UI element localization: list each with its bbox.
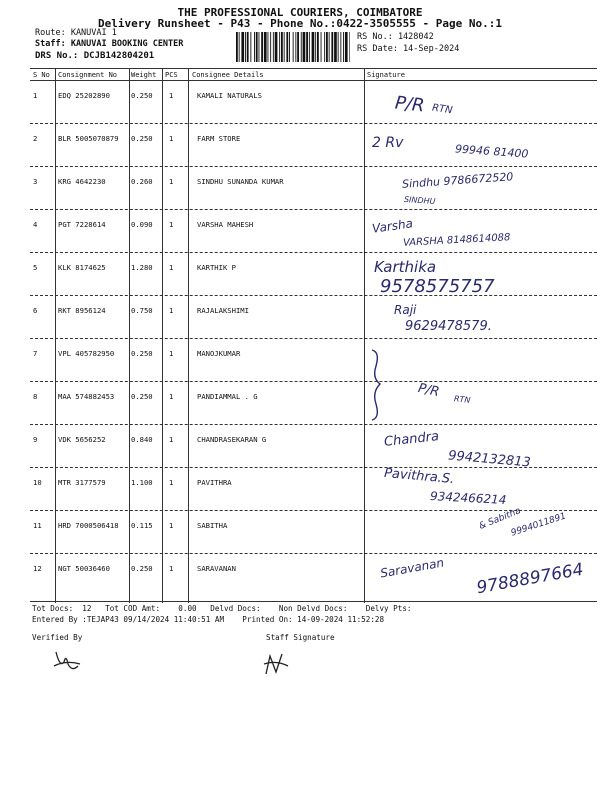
handwritten-note: RTN bbox=[453, 394, 471, 405]
row-serial-number: 8 bbox=[33, 392, 38, 401]
row-consignee-name: VARSHA MAHESH bbox=[197, 220, 254, 229]
row-consignment-number: HRD 7000506418 bbox=[58, 521, 119, 530]
row-consignment-number: KRG 4642230 bbox=[58, 177, 106, 186]
staff-signature-label: Staff Signature bbox=[266, 633, 335, 642]
handwritten-signature: Pavithra.S. bbox=[383, 465, 455, 488]
row-weight: 0.250 bbox=[131, 91, 153, 100]
row-serial-number: 11 bbox=[33, 521, 42, 530]
row-weight: 1.280 bbox=[131, 263, 153, 272]
handwritten-note: 9994011891 bbox=[509, 511, 568, 539]
handwritten-note: SINDHU bbox=[403, 194, 436, 207]
row-consignee-name: SARAVANAN bbox=[197, 564, 236, 573]
page-subtitle: Delivery Runsheet - P43 - Phone No.:0422-3505555 - Page No.:1 bbox=[98, 17, 502, 30]
handwritten-note: 9578575757 bbox=[380, 276, 495, 297]
row-pieces: 1 bbox=[169, 177, 174, 186]
row-serial-number: 9 bbox=[33, 435, 38, 444]
column-header: Weight bbox=[131, 71, 157, 79]
row-divider bbox=[30, 381, 597, 382]
row-weight: 1.100 bbox=[131, 478, 153, 487]
staff-label: Staff: KANUVAI BOOKING CENTER bbox=[35, 39, 184, 49]
row-pieces: 1 bbox=[169, 564, 174, 573]
handwritten-signature: Saravanan bbox=[379, 555, 446, 581]
row-weight: 0.840 bbox=[131, 435, 153, 444]
handwritten-note: RTN bbox=[431, 102, 454, 117]
row-consignee-name: SABITHA bbox=[197, 521, 228, 530]
row-consignee-name: CHANDRASEKARAN G bbox=[197, 435, 267, 444]
row-weight: 0.115 bbox=[131, 521, 153, 530]
handwritten-note: 9342466214 bbox=[429, 489, 507, 507]
row-divider bbox=[30, 123, 597, 124]
route-label: Route: KANUVAI 1 bbox=[35, 28, 117, 38]
row-pieces: 1 bbox=[169, 91, 174, 100]
row-consignment-number: VDK 5656252 bbox=[58, 435, 106, 444]
row-pieces: 1 bbox=[169, 220, 174, 229]
verified-by-label: Verified By bbox=[32, 633, 83, 642]
rs-number: RS No.: 1428042 bbox=[357, 32, 434, 42]
staff-signature-scribble bbox=[262, 650, 290, 678]
row-consignee-name: PAVITHRA bbox=[197, 478, 232, 487]
bracket-mark bbox=[366, 348, 390, 422]
handwritten-signature: P/R bbox=[416, 380, 441, 401]
row-pieces: 1 bbox=[169, 134, 174, 143]
barcode-image bbox=[236, 32, 350, 62]
row-pieces: 1 bbox=[169, 349, 174, 358]
handwritten-note: VARSHA 8148614088 bbox=[402, 232, 511, 249]
column-header: Consignment No bbox=[58, 71, 118, 79]
row-divider bbox=[30, 166, 597, 167]
handwritten-note: 99946 81400 bbox=[454, 142, 529, 161]
handwritten-note: 9629478579. bbox=[405, 319, 492, 334]
handwritten-signature: Varsha bbox=[371, 216, 414, 236]
row-consignee-name: SINDHU SUNANDA KUMAR bbox=[197, 177, 284, 186]
row-consignee-name: KAMALI NATURALS bbox=[197, 91, 262, 100]
row-consignee-name: FARM STORE bbox=[197, 134, 241, 143]
row-consignee-name: MANOJKUMAR bbox=[197, 349, 241, 358]
entered-line: Entered By :TEJAP43 09/14/2024 11:40:51 AM Printed On: 14-09-2024 11:52:28 bbox=[32, 615, 385, 624]
column-header: PCS bbox=[165, 71, 178, 79]
column-header: Signature bbox=[367, 71, 405, 79]
handwritten-signature: & Sabitha bbox=[477, 506, 523, 532]
column-header: Consignee Details bbox=[192, 71, 264, 79]
row-pieces: 1 bbox=[169, 435, 174, 444]
handwritten-signature: Sindhu 9786672520 bbox=[401, 170, 514, 191]
page-title: THE PROFESSIONAL COURIERS, COIMBATORE bbox=[177, 6, 423, 19]
handwritten-note: 9942132813 bbox=[447, 448, 532, 471]
row-divider bbox=[30, 295, 597, 296]
handwritten-signature: Raji bbox=[394, 303, 417, 317]
row-consignment-number: VPL 405782950 bbox=[58, 349, 115, 358]
row-consignment-number: MAA 574882453 bbox=[58, 392, 115, 401]
row-weight: 0.090 bbox=[131, 220, 153, 229]
row-consignment-number: BLR 5005070879 bbox=[58, 134, 119, 143]
row-consignment-number: PGT 7228614 bbox=[58, 220, 106, 229]
row-weight: 0.250 bbox=[131, 392, 153, 401]
row-weight: 0.250 bbox=[131, 134, 153, 143]
row-serial-number: 2 bbox=[33, 134, 38, 143]
handwritten-signature: 2 Rv bbox=[372, 135, 404, 151]
row-pieces: 1 bbox=[169, 392, 174, 401]
row-divider bbox=[30, 467, 597, 468]
row-weight: 0.260 bbox=[131, 177, 153, 186]
row-consignee-name: PANDIAMMAL . G bbox=[197, 392, 258, 401]
row-serial-number: 4 bbox=[33, 220, 38, 229]
row-divider bbox=[30, 553, 597, 554]
row-divider bbox=[30, 209, 597, 210]
row-consignee-name: KARTHIK P bbox=[197, 263, 236, 272]
row-consignment-number: KLK 8174625 bbox=[58, 263, 106, 272]
rs-date: RS Date: 14-Sep-2024 bbox=[357, 44, 460, 54]
row-weight: 0.250 bbox=[131, 564, 153, 573]
row-consignment-number: EDQ 25202890 bbox=[58, 91, 110, 100]
row-weight: 0.250 bbox=[131, 349, 153, 358]
row-serial-number: 1 bbox=[33, 91, 38, 100]
row-consignee-name: RAJALAKSHIMI bbox=[197, 306, 249, 315]
row-consignment-number: MTR 3177579 bbox=[58, 478, 106, 487]
row-serial-number: 10 bbox=[33, 478, 42, 487]
handwritten-signature: P/R bbox=[393, 92, 426, 117]
row-serial-number: 7 bbox=[33, 349, 38, 358]
column-header: S No bbox=[33, 71, 50, 79]
row-consignment-number: RKT 8956124 bbox=[58, 306, 106, 315]
row-divider bbox=[30, 338, 597, 339]
handwritten-note: 9788897664 bbox=[475, 559, 586, 599]
totals-line: Tot Docs: 12 Tot COD Amt: 0.00 Delvd Docs: Non Delvd Docs: Delvy Pts: bbox=[32, 604, 412, 613]
row-serial-number: 6 bbox=[33, 306, 38, 315]
handwritten-signature: Karthika bbox=[374, 258, 437, 276]
row-serial-number: 12 bbox=[33, 564, 42, 573]
row-serial-number: 5 bbox=[33, 263, 38, 272]
row-pieces: 1 bbox=[169, 306, 174, 315]
handwritten-signature: Chandra bbox=[383, 429, 440, 450]
row-pieces: 1 bbox=[169, 478, 174, 487]
row-pieces: 1 bbox=[169, 521, 174, 530]
row-pieces: 1 bbox=[169, 263, 174, 272]
row-divider bbox=[30, 424, 597, 425]
row-consignment-number: NGT 50036460 bbox=[58, 564, 110, 573]
verifier-signature-scribble bbox=[52, 646, 82, 674]
row-divider bbox=[30, 252, 597, 253]
row-weight: 0.750 bbox=[131, 306, 153, 315]
row-serial-number: 3 bbox=[33, 177, 38, 186]
drs-label: DRS No.: DCJB142804201 bbox=[35, 51, 155, 61]
